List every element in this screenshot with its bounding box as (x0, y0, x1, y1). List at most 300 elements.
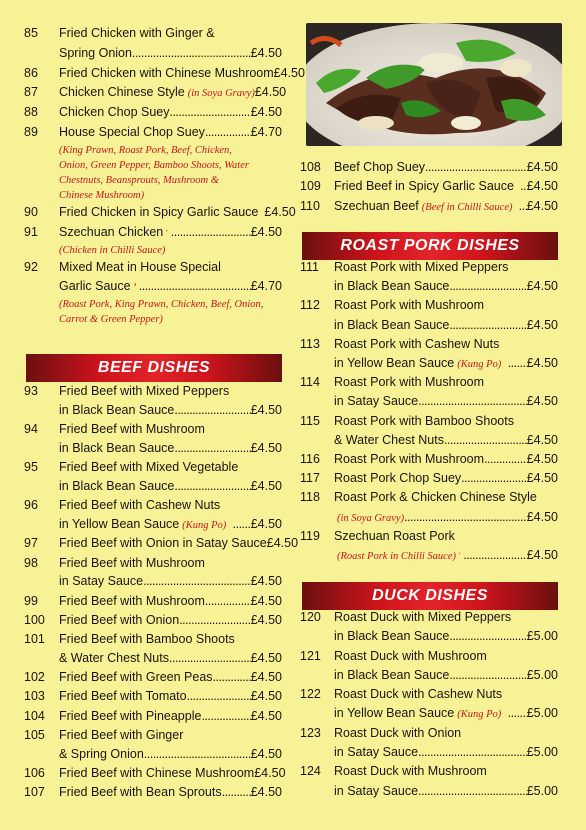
item-text (334, 277, 558, 295)
menu-item-line (300, 724, 558, 742)
item-name: Fried Beef with Onion (59, 612, 180, 627)
item-number: 109 (300, 179, 321, 194)
item-number: 118 (300, 490, 320, 505)
menu-item-line (24, 458, 282, 476)
item-text (334, 373, 558, 391)
item-name: Fried Beef with Mixed Peppers (59, 384, 230, 398)
item-number: 101 (24, 632, 45, 647)
item-name: Szechuan Roast Pork (334, 528, 455, 543)
menu-item-line (300, 469, 558, 487)
item-note: Onion, Green Pepper, Bamboo Shoots, Water (59, 159, 249, 171)
item-text (334, 392, 558, 410)
item-number: 120 (300, 610, 321, 624)
dot-leader (463, 546, 527, 564)
dot-leader (174, 401, 250, 419)
dot-leader (444, 431, 527, 449)
menu-item-line (24, 554, 282, 572)
item-name: in Satay Sauce (334, 745, 419, 760)
item-number: 103 (24, 689, 45, 704)
dot-leader (144, 745, 251, 763)
chili-icon (134, 279, 136, 290)
item-price: £4.50 (526, 198, 558, 213)
menu-item-line (24, 687, 282, 705)
item-name: Fried Beef with Mushroom (59, 593, 205, 608)
item-name: Fried Beef with Onion in Satay Sauce (59, 536, 267, 551)
item-text (59, 572, 282, 590)
item-note: (Kung Po) (457, 709, 502, 721)
dot-leader (425, 158, 527, 176)
dot-leader (174, 477, 250, 495)
menu-item-line (300, 296, 558, 314)
item-price: £4.50 (526, 452, 558, 466)
item-name: Chicken Chinese Style (59, 85, 185, 100)
item-name: Roast Pork with Mushroom (334, 375, 485, 390)
item-text (334, 469, 558, 487)
menu-item-line (24, 258, 282, 276)
item-name: in Yellow Bean Sauce (59, 517, 180, 532)
menu-item-line (24, 707, 282, 725)
menu-item-line (24, 649, 282, 667)
item-name: Roast Duck with Cashew Nuts (334, 687, 503, 702)
menu-item-line (24, 223, 282, 241)
dot-leader (179, 611, 251, 629)
item-name: Fried Beef with Mixed Vegetable (59, 460, 239, 475)
item-price: £4.50 (250, 689, 282, 704)
item-name: House Special Chop Suey (59, 125, 205, 140)
menu-item-line (300, 354, 558, 372)
item-name: Fried Beef with Bean Sprouts (59, 785, 222, 800)
dot-leader (174, 439, 250, 457)
section-banner: ROAST PORK DISHES (302, 232, 558, 260)
item-text (334, 508, 558, 528)
item-text (334, 704, 558, 724)
menu-item-line (24, 382, 282, 400)
item-number: 94 (24, 422, 38, 437)
item-name: Roast Pork with Mixed Peppers (334, 260, 509, 274)
item-name: Fried Beef with Bamboo Shoots (59, 632, 235, 647)
item-name: Fried Chicken in Spicy Garlic Sauce (59, 205, 259, 220)
menu-item-line (24, 611, 282, 629)
item-text (59, 592, 282, 610)
item-text (59, 726, 282, 744)
item-text (59, 401, 282, 419)
menu-item-line (24, 24, 282, 42)
item-number: 110 (300, 198, 320, 213)
item-number: 89 (24, 125, 38, 140)
item-text (334, 258, 558, 276)
item-number: 115 (300, 413, 320, 428)
menu-item-line (300, 546, 558, 564)
item-price: £4.50 (526, 179, 558, 194)
item-number: 105 (24, 727, 45, 742)
item-text (59, 764, 286, 782)
dot-leader (213, 668, 251, 686)
item-name: Roast Pork with Mushroom (334, 298, 485, 313)
menu-item-line (300, 608, 558, 626)
item-number: 119 (300, 528, 320, 543)
dot-leader (201, 707, 250, 725)
menu-item-line (300, 527, 558, 545)
item-price: £4.50 (250, 225, 282, 239)
menu-item-line (300, 627, 558, 645)
item-name: Roast Duck with Mushroom (334, 764, 487, 779)
item-note: (King Prawn, Roast Pork, Beef, Chicken, (59, 144, 232, 156)
item-text (59, 382, 282, 400)
dot-leader (205, 592, 251, 610)
item-note: (Chicken in Chilli Sauce) (59, 244, 166, 256)
item-name: Szechuan Chicken (59, 225, 164, 239)
item-text (334, 177, 558, 195)
item-text (59, 83, 287, 103)
item-name: Roast Pork & Chicken Chinese Style (334, 490, 537, 505)
item-text (59, 496, 282, 514)
item-text (334, 782, 558, 800)
item-number: 91 (24, 225, 38, 239)
item-note: (Roast Pork, King Prawn, Chicken, Beef, Onion, (59, 299, 264, 311)
item-name: & Water Chest Nuts (59, 650, 169, 665)
menu-item-line (24, 630, 282, 648)
item-number: 99 (24, 593, 38, 608)
item-number: 85 (24, 26, 38, 40)
item-name: Garlic Sauce (59, 279, 131, 294)
menu-item-line (24, 123, 282, 141)
item-text (59, 24, 282, 42)
item-price: £4.50 (526, 547, 558, 562)
item-note: (Kung Po) (457, 358, 502, 370)
dot-leader (519, 197, 527, 215)
item-price: £4.50 (526, 317, 558, 332)
item-number: 113 (300, 336, 320, 351)
menu-item-line (24, 534, 299, 552)
item-number: 108 (300, 160, 321, 174)
item-price: £4.50 (250, 746, 282, 761)
menu-item-line (300, 704, 558, 722)
item-number: 117 (300, 471, 320, 486)
item-note: (Beef in Chilli Sauce) (421, 201, 513, 213)
chili-icon (459, 548, 460, 559)
chili-icon (166, 225, 168, 236)
menu-item-line (24, 668, 282, 686)
item-number: 96 (24, 498, 38, 513)
item-name: in Yellow Bean Sauce (334, 706, 455, 721)
menu-item-line (300, 158, 558, 176)
item-price: £4.50 (526, 432, 558, 447)
menu-item-line (300, 488, 558, 506)
dot-leader (418, 392, 527, 410)
item-name: in Satay Sauce (59, 574, 144, 589)
item-name: & Spring Onion (59, 746, 144, 761)
dot-leader (461, 469, 527, 487)
menu-item-line (24, 277, 282, 295)
item-text (59, 649, 282, 667)
item-text (334, 685, 558, 703)
menu-item-line (24, 439, 282, 457)
item-text (59, 707, 282, 725)
item-text (334, 412, 558, 430)
item-text (59, 687, 282, 705)
item-name: Roast Pork with Bamboo Shoots (334, 413, 514, 428)
item-text (334, 647, 558, 665)
dot-leader (222, 783, 251, 801)
item-text (59, 477, 282, 495)
menu-item-line (24, 64, 305, 82)
item-text (334, 762, 558, 780)
item-number: 93 (24, 384, 38, 398)
item-text (59, 611, 282, 629)
menu-item-line (300, 762, 558, 780)
item-price: £4.50 (526, 471, 558, 486)
item-price: £4.50 (250, 440, 282, 455)
menu-item-line (300, 177, 558, 195)
item-note: (in Soya Gravy) (187, 88, 255, 100)
item-text (334, 450, 558, 468)
item-price: £5.00 (526, 629, 558, 644)
item-text (59, 420, 282, 438)
item-number: 111 (300, 260, 320, 274)
menu-item-line (300, 647, 558, 665)
item-number: 116 (300, 452, 320, 466)
item-name: in Black Bean Sauce (334, 279, 450, 294)
dot-leader (418, 743, 527, 761)
menu-item-line (24, 44, 282, 62)
item-price: £4.50 (250, 785, 282, 800)
item-price: £4.50 (250, 650, 282, 665)
item-price: £5.00 (526, 706, 558, 721)
item-price: £4.50 (250, 612, 282, 627)
item-price: £4.50 (526, 394, 558, 409)
item-text (334, 316, 558, 334)
item-number: 92 (24, 259, 38, 274)
item-number: 97 (24, 536, 38, 551)
item-text (59, 515, 282, 535)
item-number: 102 (24, 670, 45, 685)
item-name: Fried Beef with Tomato (59, 689, 187, 704)
menu-item-line (300, 450, 558, 468)
item-number: 123 (300, 725, 321, 740)
dot-leader (508, 354, 527, 372)
item-name: Szechuan Beef (334, 198, 419, 213)
item-number: 98 (24, 555, 38, 570)
dot-leader (132, 44, 251, 62)
item-number: 106 (24, 765, 45, 780)
item-text (334, 158, 558, 176)
menu-item-line (300, 316, 558, 334)
item-price: £4.50 (250, 45, 282, 60)
item-note: Carrot & Green Pepper) (59, 314, 163, 326)
item-number: 88 (24, 105, 38, 120)
section-banner: BEEF DISHES (26, 354, 282, 382)
item-name: in Black Bean Sauce (334, 629, 450, 644)
menu-item-line (24, 745, 282, 763)
item-name: Chicken Chop Suey (59, 105, 170, 120)
item-note: (Roast Pork in Chilli Sauce) (337, 550, 456, 562)
dot-leader (449, 627, 526, 645)
item-price: £4.50 (250, 402, 282, 417)
item-name: Roast Pork with Mushroom (334, 452, 485, 466)
item-text (59, 123, 282, 141)
item-text (59, 223, 282, 241)
item-text (59, 668, 282, 686)
item-price: £4.50 (250, 708, 282, 723)
item-name: in Satay Sauce (334, 783, 419, 798)
item-note: (in Soya Gravy) (337, 512, 405, 524)
section-banner: DUCK DISHES (302, 582, 558, 610)
item-text (334, 724, 558, 742)
item-name: in Satay Sauce (334, 394, 419, 409)
item-name: & Water Chest Nuts (334, 432, 444, 447)
menu-item-line (24, 764, 286, 782)
item-name: Mixed Meat in House Special (59, 259, 221, 274)
item-price: £5.00 (526, 783, 558, 798)
item-name: Roast Duck with Onion (334, 725, 462, 740)
menu-item-line (300, 685, 558, 703)
item-number: 124 (300, 764, 321, 779)
item-text (59, 534, 299, 552)
beef-stir-fry-photo (306, 23, 562, 146)
item-name: Fried Chicken with Chinese Mushroom (59, 65, 274, 80)
item-name: in Yellow Bean Sauce (334, 355, 455, 370)
item-note: Chestnuts, Beansprouts, Mushroom & (59, 174, 219, 186)
item-text (334, 666, 558, 684)
item-name: Roast Pork with Cashew Nuts (334, 336, 500, 351)
item-number: 86 (24, 65, 38, 80)
item-number: 112 (300, 298, 320, 313)
menu-item-line (300, 373, 558, 391)
item-price: £4.50 (526, 509, 558, 524)
item-text (59, 745, 282, 763)
item-number: 90 (24, 205, 38, 220)
item-text (59, 277, 282, 295)
item-price: £5.00 (526, 667, 558, 682)
item-name: in Black Bean Sauce (59, 402, 175, 417)
menu-item-line (300, 258, 558, 276)
menu-item-line (24, 783, 282, 801)
item-name: Fried Beef with Mushroom (59, 555, 205, 570)
item-name: in Black Bean Sauce (334, 667, 450, 682)
item-price: £4.70 (250, 279, 282, 294)
menu-item-line (24, 515, 282, 533)
dot-leader (233, 515, 251, 533)
item-text (334, 743, 558, 761)
item-name: Spring Onion (59, 45, 132, 60)
dot-leader (508, 704, 527, 722)
item-text (334, 608, 558, 626)
item-number: 87 (24, 85, 38, 100)
item-name: Roast Pork Chop Suey (334, 471, 462, 486)
item-price: £4.50 (250, 574, 282, 589)
menu-item-line (24, 83, 287, 101)
menu-item-line (24, 477, 282, 495)
item-text (334, 354, 558, 374)
menu-item-line (300, 335, 558, 353)
item-price: £4.50 (526, 160, 558, 174)
menu-item-line (24, 401, 282, 419)
menu-item-line (24, 572, 282, 590)
dot-leader (449, 277, 526, 295)
item-note: Chinese Mushroom) (59, 189, 145, 201)
item-price: £4.50 (250, 105, 282, 120)
menu-item-line (300, 666, 558, 684)
item-name: Fried Beef with Pineapple (59, 708, 202, 723)
menu-item-line (300, 431, 558, 449)
item-price: £4.50 (250, 593, 282, 608)
dot-leader (139, 277, 251, 295)
item-text (59, 554, 282, 572)
item-text (59, 203, 296, 221)
menu-item-line (24, 496, 282, 514)
menu-item-line (300, 782, 558, 800)
item-text (59, 103, 282, 121)
menu-item-line (24, 592, 282, 610)
menu-item-line (300, 412, 558, 430)
item-name: Fried Chicken with Ginger & (59, 26, 215, 40)
item-text (334, 197, 558, 217)
item-price: £4.50 (264, 205, 296, 220)
dot-leader (171, 223, 251, 241)
item-name: Fried Beef with Mushroom (59, 422, 205, 437)
item-price: £4.50 (250, 670, 282, 685)
dot-leader (449, 316, 526, 334)
menu-item-line (300, 743, 558, 761)
item-text (334, 335, 558, 353)
item-price: £4.50 (254, 85, 287, 100)
menu-item-line (24, 726, 282, 744)
item-text (334, 546, 558, 566)
menu-item-line (300, 277, 558, 295)
item-text (334, 296, 558, 314)
menu-item-line (300, 508, 558, 526)
dot-leader (169, 103, 250, 121)
menu-item-line (300, 197, 558, 215)
item-price: £4.50 (526, 279, 558, 294)
item-number: 104 (24, 708, 45, 723)
item-name: Fried Beef with Chinese Mushroom (59, 765, 255, 780)
dot-leader (187, 687, 251, 705)
item-price: £4.50 (273, 65, 305, 80)
item-number: 107 (24, 785, 45, 800)
item-text (334, 527, 558, 545)
item-price: £4.50 (250, 517, 282, 532)
item-price: £4.50 (266, 536, 299, 551)
dot-leader (484, 450, 527, 468)
item-number: 95 (24, 460, 38, 475)
item-text (59, 44, 282, 62)
item-name: Roast Duck with Mushroom (334, 648, 487, 663)
item-price: £5.00 (526, 745, 558, 760)
menu-item-line (300, 392, 558, 410)
item-price: £4.50 (526, 355, 558, 370)
item-name: in Black Bean Sauce (59, 440, 175, 455)
item-text (59, 258, 282, 276)
item-price: £4.50 (254, 765, 286, 780)
dot-leader (520, 177, 527, 195)
dot-leader (418, 782, 527, 800)
item-text (59, 630, 282, 648)
menu-item-line (24, 420, 282, 438)
item-price: £4.50 (250, 479, 282, 494)
item-name: Roast Duck with Mixed Peppers (334, 610, 512, 624)
item-text (59, 458, 282, 476)
dot-leader (404, 508, 527, 526)
menu-item-line (24, 103, 282, 121)
item-number: 114 (300, 375, 320, 390)
item-number: 100 (24, 612, 45, 627)
item-text (334, 431, 558, 449)
item-number: 121 (300, 648, 321, 663)
item-name: Fried Beef in Spicy Garlic Sauce (334, 179, 514, 194)
item-text (59, 439, 282, 457)
menu-item-line (24, 203, 296, 221)
